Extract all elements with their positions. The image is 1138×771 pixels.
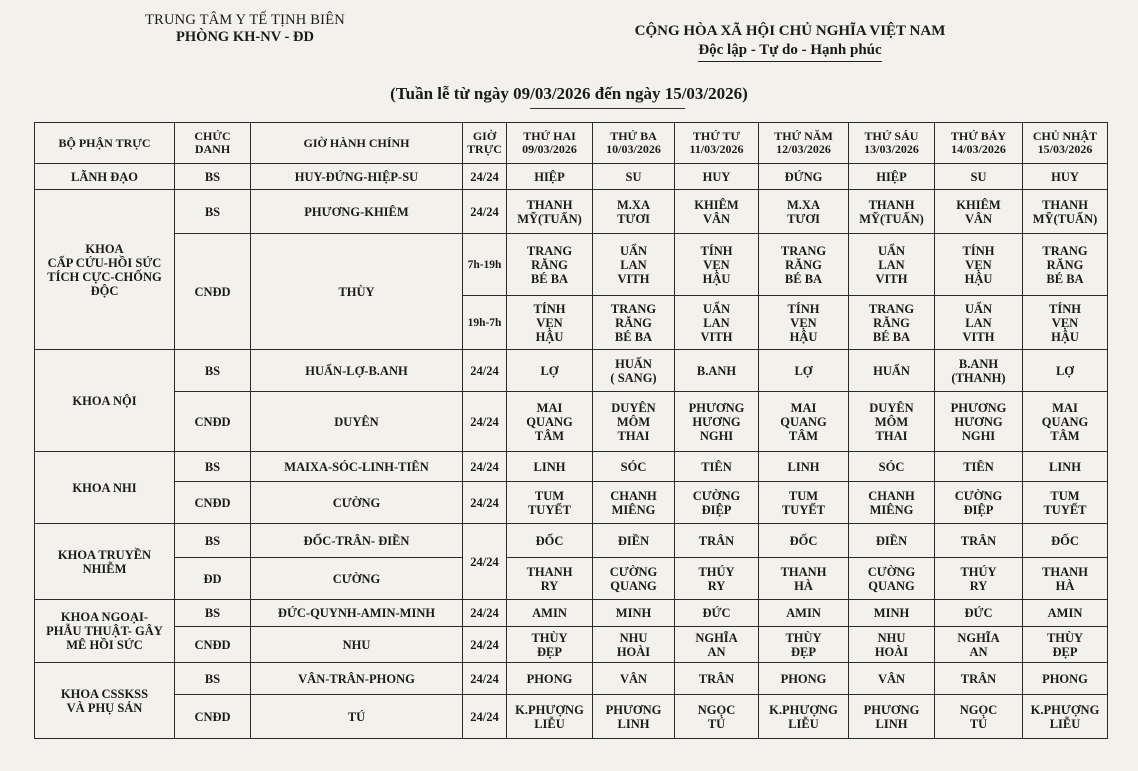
cell-duty: ĐỨNG [759, 164, 849, 190]
cell-duty: LINH [507, 452, 593, 482]
table-row [35, 558, 1108, 600]
cell-duty: TUM TUYẾT [507, 482, 593, 524]
cell-title: BS [175, 190, 251, 234]
dept-pediatrics: KHOA NHI [35, 452, 175, 524]
duty-schedule-table [34, 122, 1108, 739]
cell-title: CNĐD [175, 392, 251, 452]
cell-hours: 24/24 [463, 663, 507, 695]
cell-title: BS [175, 524, 251, 558]
cell-duty: LỢ [1023, 350, 1108, 392]
cell-duty: LỢ [759, 350, 849, 392]
cell-hours: 24/24 [463, 190, 507, 234]
cell-duty: UẨN LAN VITH [593, 234, 675, 296]
cell-hours: 24/24 [463, 392, 507, 452]
cell-hours: 7h-19h [463, 234, 507, 296]
cell-duty: NGỌC TÚ [935, 695, 1023, 739]
cell-duty: LINH [1023, 452, 1108, 482]
cell-title: CNĐD [175, 234, 251, 350]
cell-duty: CƯỜNG QUANG [849, 558, 935, 600]
cell-duty: B.ANH [675, 350, 759, 392]
cell-duty: ĐIỀN [593, 524, 675, 558]
cell-title: BS [175, 350, 251, 392]
header-day: THỨ SÁU 13/03/2026 [849, 123, 935, 164]
cell-hours: 24/24 [463, 627, 507, 663]
cell-office: DUYÊN [251, 392, 463, 452]
cell-duty: ĐỨC [935, 600, 1023, 627]
cell-duty: K.PHƯỢNG LIỄU [1023, 695, 1108, 739]
cell-duty: THANH HÀ [759, 558, 849, 600]
cell-duty: AMIN [507, 600, 593, 627]
cell-duty: NGỌC TÚ [675, 695, 759, 739]
cell-duty: TÍNH VẸN HẬU [935, 234, 1023, 296]
cell-duty: HIỆP [849, 164, 935, 190]
cell-duty: TRÂN [675, 524, 759, 558]
cell-hours: 19h-7h [463, 296, 507, 350]
dept-leadership: LÃNH ĐẠO [35, 164, 175, 190]
header-title: CHỨC DANH [175, 123, 251, 164]
cell-duty: NGHĨA AN [675, 627, 759, 663]
cell-duty: PHONG [507, 663, 593, 695]
cell-title: BS [175, 164, 251, 190]
cell-office: HUẤN-LỢ-B.ANH [251, 350, 463, 392]
header-day: THỨ TƯ 11/03/2026 [675, 123, 759, 164]
cell-office: HUY-ĐỨNG-HIỆP-SU [251, 164, 463, 190]
cell-hours: 24/24 [463, 600, 507, 627]
table-row [35, 164, 1108, 190]
cell-duty: HIỆP [507, 164, 593, 190]
cell-duty: THANH MỸ(TUẤN) [849, 190, 935, 234]
cell-duty: THÙY ĐẸP [759, 627, 849, 663]
cell-duty: CƯỜNG ĐIỆP [935, 482, 1023, 524]
cell-duty: SÓC [593, 452, 675, 482]
table-row [35, 482, 1108, 524]
cell-duty: CHANH MIÊNG [593, 482, 675, 524]
cell-duty: NHU HOÀI [849, 627, 935, 663]
cell-duty: THANH MỸ(TUẤN) [1023, 190, 1108, 234]
cell-duty: MINH [849, 600, 935, 627]
table-row [35, 452, 1108, 482]
cell-duty: SÓC [849, 452, 935, 482]
cell-duty: VÂN [593, 663, 675, 695]
cell-duty: THANH MỸ(TUẤN) [507, 190, 593, 234]
cell-duty: THÙY ĐẸP [507, 627, 593, 663]
cell-duty: PHƯƠNG LINH [849, 695, 935, 739]
cell-duty: TRANG RĂNG BÉ BA [593, 296, 675, 350]
cell-duty: PHƯƠNG LINH [593, 695, 675, 739]
table-row [35, 190, 1108, 234]
cell-hours: 24/24 [463, 524, 507, 600]
cell-duty: UẨN LAN VITH [675, 296, 759, 350]
cell-duty: TÍNH VẸN HẬU [759, 296, 849, 350]
header-day: CHỦ NHẬT 15/03/2026 [1023, 123, 1108, 164]
cell-office: MAIXA-SÓC-LINH-TIÊN [251, 452, 463, 482]
cell-duty: TÍNH VẸN HẬU [1023, 296, 1108, 350]
table-row [35, 524, 1108, 558]
cell-office: PHƯƠNG-KHIÊM [251, 190, 463, 234]
header-dept: BỘ PHẬN TRỰC [35, 123, 175, 164]
cell-duty: HUY [1023, 164, 1108, 190]
cell-duty: VÂN [849, 663, 935, 695]
cell-duty: TRÂN [935, 524, 1023, 558]
header-duty-hours: GIỜ TRỰC [463, 123, 507, 164]
cell-duty: CHANH MIÊNG [849, 482, 935, 524]
cell-duty: THANH HÀ [1023, 558, 1108, 600]
cell-duty: SU [935, 164, 1023, 190]
dept-emergency: KHOA CẤP CỨU-HỒI SỨC TÍCH CỰC-CHỐNG ĐỘC [35, 190, 175, 350]
cell-duty: TRANG RĂNG BÉ BA [507, 234, 593, 296]
cell-duty: NGHĨA AN [935, 627, 1023, 663]
cell-duty: KHIÊM VÂN [935, 190, 1023, 234]
cell-office: ĐỨC-QUYNH-AMIN-MINH [251, 600, 463, 627]
org-name: TRUNG TÂM Y TẾ TỊNH BIÊN [145, 12, 345, 28]
cell-duty: TRÂN [935, 663, 1023, 695]
header-day: THỨ HAI 09/03/2026 [507, 123, 593, 164]
cell-duty: HUY [675, 164, 759, 190]
cell-office: CƯỜNG [251, 558, 463, 600]
cell-duty: PHONG [1023, 663, 1108, 695]
table-row [35, 350, 1108, 392]
cell-duty: K.PHƯỢNG LIỄU [507, 695, 593, 739]
cell-duty: M.XA TƯƠI [593, 190, 675, 234]
cell-duty: TIÊN [675, 452, 759, 482]
cell-office: ĐỐC-TRÂN- ĐIỀN [251, 524, 463, 558]
cell-duty: ĐỨC [675, 600, 759, 627]
cell-duty: TRANG RĂNG BÉ BA [849, 296, 935, 350]
cell-duty: M.XA TƯƠI [759, 190, 849, 234]
cell-duty: ĐỐC [507, 524, 593, 558]
cell-duty: LINH [759, 452, 849, 482]
cell-duty: ĐỐC [1023, 524, 1108, 558]
cell-title: CNĐD [175, 695, 251, 739]
cell-hours: 24/24 [463, 695, 507, 739]
cell-duty: ĐIỀN [849, 524, 935, 558]
cell-hours: 24/24 [463, 452, 507, 482]
cell-duty: HUẤN ( SANG) [593, 350, 675, 392]
header-office-hours: GIỜ HÀNH CHÍNH [251, 123, 463, 164]
cell-duty: MAI QUANG TÂM [1023, 392, 1108, 452]
cell-duty: SU [593, 164, 675, 190]
cell-duty: MAI QUANG TÂM [759, 392, 849, 452]
header-day: THỨ NĂM 12/03/2026 [759, 123, 849, 164]
cell-duty: UẨN LAN VITH [935, 296, 1023, 350]
cell-duty: DUYÊN MÔM THAI [593, 392, 675, 452]
table-row [35, 695, 1108, 739]
cell-duty: PHƯƠNG HƯƠNG NGHI [675, 392, 759, 452]
cell-duty: NHU HOÀI [593, 627, 675, 663]
cell-duty: TÍNH VẸN HẬU [507, 296, 593, 350]
cell-duty: MINH [593, 600, 675, 627]
table-row [35, 627, 1108, 663]
table-row [35, 663, 1108, 695]
cell-duty: TUM TUYẾT [759, 482, 849, 524]
department-name: PHÒNG KH-NV - ĐD [176, 29, 314, 45]
dept-surgery: KHOA NGOẠI- PHẪU THUẬT- GÂY MÊ HỒI SỨC [35, 600, 175, 663]
cell-title: ĐD [175, 558, 251, 600]
cell-duty: ĐỐC [759, 524, 849, 558]
dept-infectious-disease: KHOA TRUYỀN NHIỄM [35, 524, 175, 600]
cell-duty: THÚY RY [935, 558, 1023, 600]
cell-duty: TRÂN [675, 663, 759, 695]
cell-title: CNĐD [175, 482, 251, 524]
nation-motto: Độc lập - Tự do - Hạnh phúc [698, 41, 881, 62]
cell-duty: MAI QUANG TÂM [507, 392, 593, 452]
cell-title: BS [175, 452, 251, 482]
dept-reproductive-health: KHOA CSSKSS VÀ PHỤ SẢN [35, 663, 175, 739]
table-row [35, 234, 1108, 296]
dept-internal-medicine: KHOA NỘI [35, 350, 175, 452]
organization-header [110, 12, 380, 46]
cell-hours: 24/24 [463, 482, 507, 524]
cell-title: CNĐD [175, 627, 251, 663]
cell-duty: THÚY RY [675, 558, 759, 600]
cell-duty: AMIN [1023, 600, 1108, 627]
table-row [35, 600, 1108, 627]
cell-duty: THANH RY [507, 558, 593, 600]
week-underline [530, 108, 685, 109]
cell-office: CƯỜNG [251, 482, 463, 524]
cell-title: BS [175, 600, 251, 627]
table-header-row [35, 123, 1108, 164]
cell-office: THÙY [251, 234, 463, 350]
cell-duty: HUẤN [849, 350, 935, 392]
cell-duty: TRANG RĂNG BÉ BA [759, 234, 849, 296]
cell-duty: DUYÊN MÔM THAI [849, 392, 935, 452]
cell-duty: CƯỜNG QUANG [593, 558, 675, 600]
cell-duty: CƯỜNG ĐIỆP [675, 482, 759, 524]
cell-duty: B.ANH (THANH) [935, 350, 1023, 392]
cell-office: NHU [251, 627, 463, 663]
cell-duty: TUM TUYẾT [1023, 482, 1108, 524]
cell-duty: PHONG [759, 663, 849, 695]
cell-office: TÚ [251, 695, 463, 739]
cell-hours: 24/24 [463, 164, 507, 190]
week-title: (Tuần lễ từ ngày 09/03/2026 đến ngày 15/03/2026) [390, 84, 748, 103]
cell-duty: K.PHƯỢNG LIỄU [759, 695, 849, 739]
cell-duty: TRANG RĂNG BÉ BA [1023, 234, 1108, 296]
header-day: THỨ BA 10/03/2026 [593, 123, 675, 164]
header-day: THỨ BẢY 14/03/2026 [935, 123, 1023, 164]
nation-name: CỘNG HÒA XÃ HỘI CHỦ NGHĨA VIỆT NAM [634, 23, 946, 39]
cell-duty: PHƯƠNG HƯƠNG NGHI [935, 392, 1023, 452]
cell-duty: AMIN [759, 600, 849, 627]
national-header [600, 22, 980, 62]
table-row [35, 392, 1108, 452]
cell-duty: TIÊN [935, 452, 1023, 482]
cell-duty: LỢ [507, 350, 593, 392]
cell-duty: UẨN LAN VITH [849, 234, 935, 296]
cell-hours: 24/24 [463, 350, 507, 392]
cell-office: VÂN-TRÂN-PHONG [251, 663, 463, 695]
cell-duty: KHIÊM VÂN [675, 190, 759, 234]
cell-duty: THÙY ĐẸP [1023, 627, 1108, 663]
cell-title: BS [175, 663, 251, 695]
cell-duty: TÍNH VẸN HẬU [675, 234, 759, 296]
